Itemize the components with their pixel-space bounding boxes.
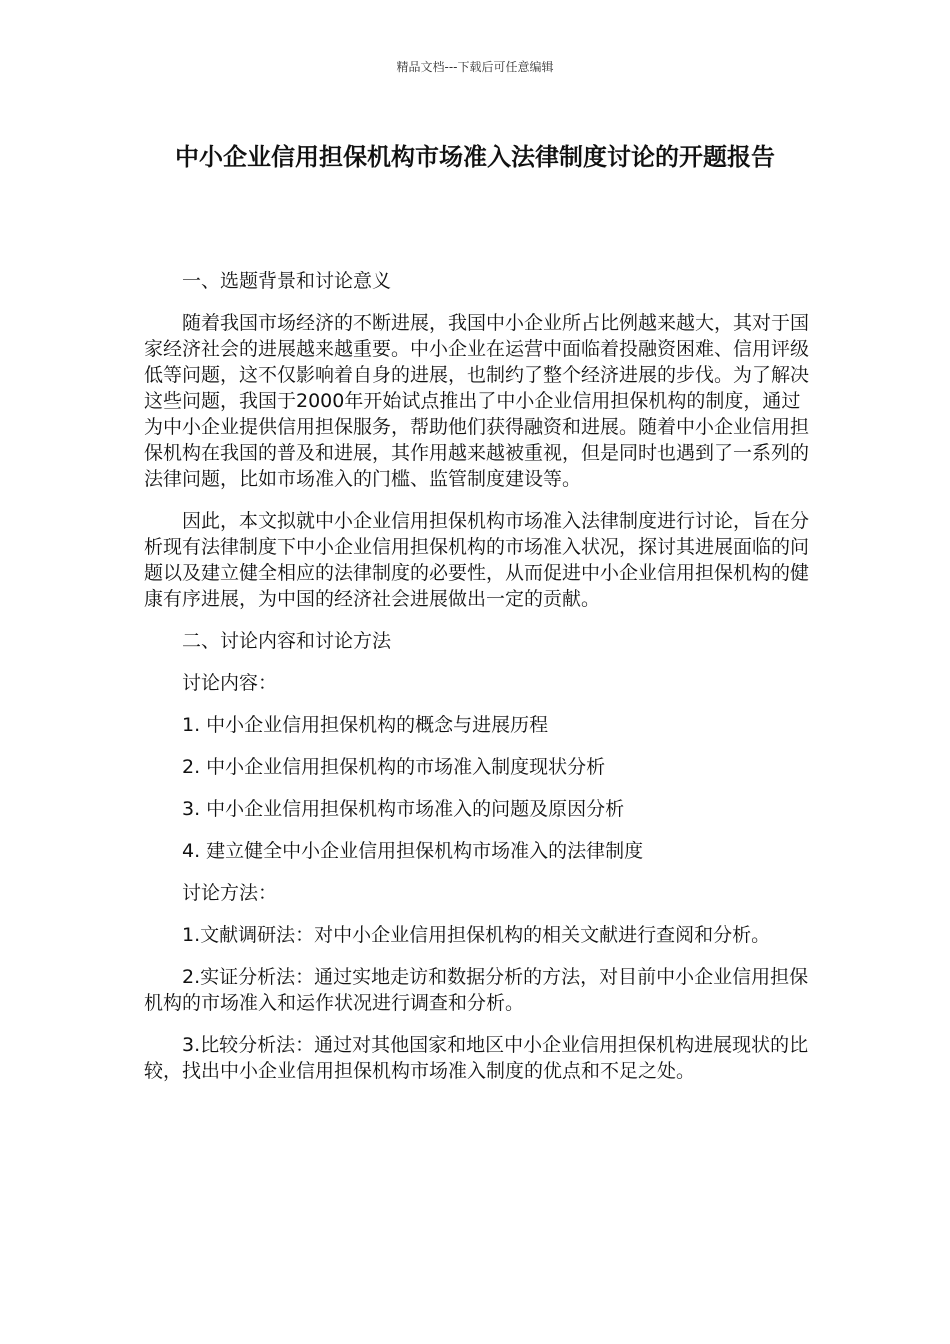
page-header: 精品文档---下载后可任意编辑 <box>396 60 554 74</box>
section-heading-2: 二、讨论内容和讨论方法 <box>182 630 392 652</box>
document-body <box>144 268 810 1100</box>
method-item: 2.实证分析法：通过实地走访和数据分析的方法，对目前中小企业信用担保机构的市场准入和运作状况进行调查和分析。 <box>144 966 809 1014</box>
paragraph: 因此，本文拟就中小企业信用担保机构市场准入法律制度进行讨论，旨在分析现有法律制度下中小企业信用担保机构的市场准入状况，探讨其进展面临的问题以及建立健全相应的法律制度的必要性，从而促进中小企业信用担保机构的健康有序进展，为中国的经济社会进展做出一定的贡献。 <box>144 510 810 610</box>
document-title: 中小企业信用担保机构市场准入法律制度讨论的开题报告 <box>175 143 775 171</box>
content-label: 讨论内容： <box>182 672 278 694</box>
content-item: 1. 中小企业信用担保机构的概念与进展历程 <box>182 714 549 736</box>
section-heading-1: 一、选题背景和讨论意义 <box>182 270 392 292</box>
method-item: 1.文献调研法：对中小企业信用担保机构的相关文献进行查阅和分析。 <box>182 924 771 946</box>
content-item: 2. 中小企业信用担保机构的市场准入制度现状分析 <box>182 756 606 778</box>
method-item: 3.比较分析法：通过对其他国家和地区中小企业信用担保机构进展现状的比较，找出中小企业信用担保机构市场准入制度的优点和不足之处。 <box>144 1034 809 1082</box>
paragraph: 随着我国市场经济的不断进展，我国中小企业所占比例越来越大，其对于国家经济社会的进展越来越重要。中小企业在运营中面临着投融资困难、信用评级低等问题，这不仅影响着自身的进展，也制约了整个经济进展的步伐。为了解决这些问题，我国于2000年开始试点推出了中小企业信用担保机构的制度，通过为中小企业提供信用担保服务，帮助他们获得融资和进展。随着中小企业信用担保机构在我国的普及和进展，其作用越来越被重视，但是同时也遇到了一系列的法律问题，比如市场准入的门槛、监管制度建设等。 <box>144 312 810 490</box>
content-item: 4. 建立健全中小企业信用担保机构市场准入的法律制度 <box>182 840 644 862</box>
content-item: 3. 中小企业信用担保机构市场准入的问题及原因分析 <box>182 798 625 820</box>
method-label: 讨论方法： <box>182 882 278 904</box>
